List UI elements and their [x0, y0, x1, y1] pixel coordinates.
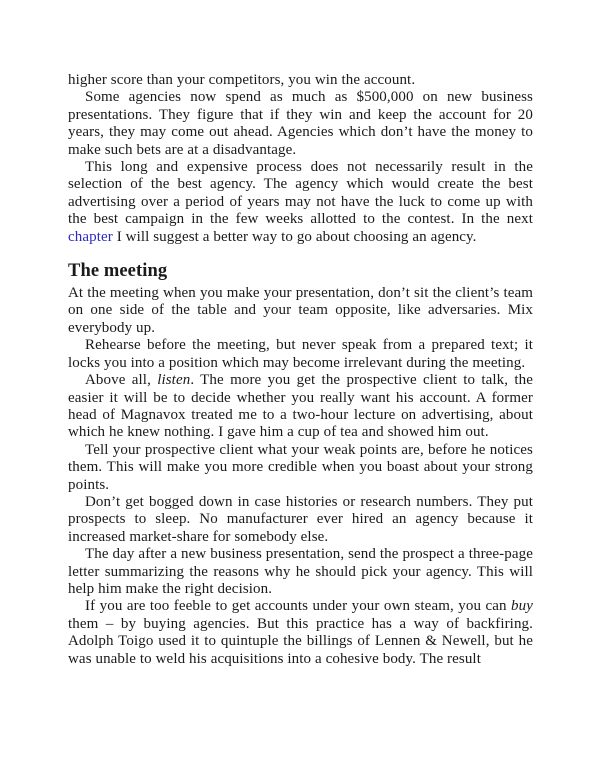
text-segment: . The more you get the prospective client to talk, the easier it will be to decide whether you really want his account. A former head of Magnavox treated me to a two-hour lecture on advertising, about which he knew nothing. I gave him a cup of tea and showed him out.	[68, 372, 533, 441]
paragraph	[68, 159, 533, 246]
paragraph	[68, 494, 533, 546]
text-segment: Rehearse before the meeting, but never speak from a prepared text; it locks you into a position which may become irrelevant during the meeting.	[68, 337, 533, 371]
section-heading: The meeting	[68, 261, 168, 282]
text-segment: I will suggest a better way to go about choosing an agency.	[112, 228, 477, 245]
text-segment: Tell your prospective client what your weak points are, before he notices them. This will make you more credible when you boast about your strong points.	[68, 441, 533, 493]
chapter-link[interactable]: chapter	[68, 228, 113, 245]
text-segment: The day after a new business presentation, send the prospect a three-page letter summarizing the reasons why he should pick your agency. This will help him make the right decision.	[68, 546, 533, 597]
paragraph	[68, 598, 533, 668]
italic-text: buy	[511, 598, 533, 615]
paragraph	[68, 337, 533, 372]
text-segment: higher score than your competitors, you win the account.	[68, 72, 416, 88]
italic-text: listen	[157, 372, 191, 389]
text-segment: If you are too feeble to get accounts under your own steam, you can	[85, 598, 512, 615]
page-text	[68, 72, 533, 668]
paragraph	[68, 546, 533, 598]
text-segment: Don’t get bogged down in case histories or research numbers. They put prospects to sleep. No manufacturer ever hired an agency because it increased market-share for somebody else.	[68, 493, 533, 545]
paragraph	[68, 442, 533, 494]
text-segment: At the meeting when you make your presentation, don’t sit the client’s team on one side of the table and your team opposite, like adversaries. Mix everybody up.	[68, 285, 533, 336]
text-segment: Some agencies now spend as much as $500,000 on new business presentations. They figure that if they win and keep the account for 20 years, they may come out ahead. Agencies which don’t have the money to make such bets are at a disadvantage.	[68, 89, 533, 158]
text-segment: them – by buying agencies. But this practice has a way of backfiring. Adolph Toigo used it to quintuple the billings of Lennen & Newell, but he was unable to weld his acquisitions into a cohesive body. The result	[68, 615, 533, 667]
paragraph	[68, 89, 533, 159]
paragraph	[68, 285, 533, 337]
paragraph	[68, 372, 533, 442]
paragraph	[68, 72, 533, 89]
text-segment: This long and expensive process does not necessarily result in the selection of the best agency. The agency which would create the best advertising over a period of years may not have the luck to come up with the best campaign in the few weeks allotted to the contest. In the next	[68, 159, 533, 228]
text-segment: Above all,	[85, 372, 158, 389]
